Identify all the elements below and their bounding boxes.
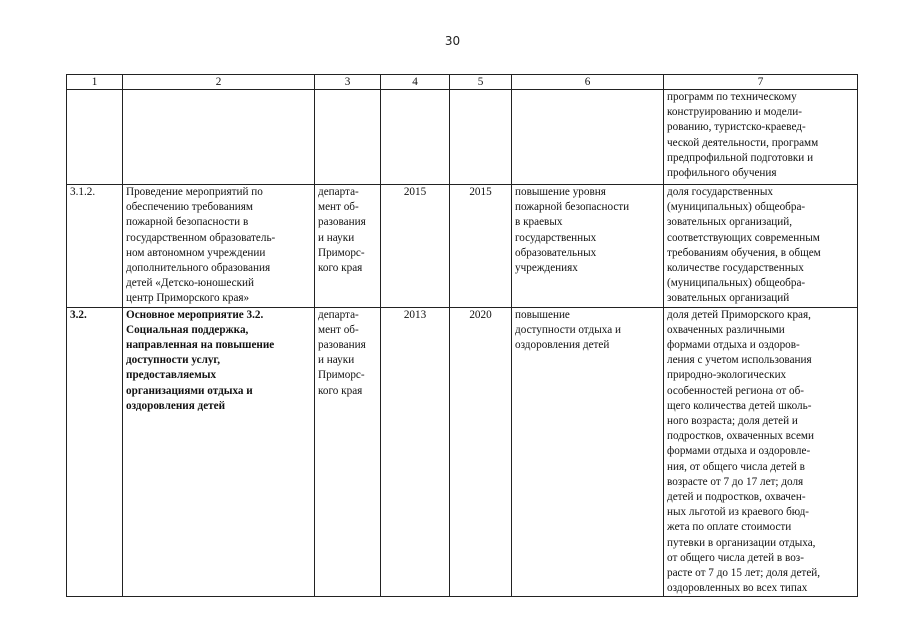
indicator-cell-line: профильного обучения [667,167,777,180]
expected-result-cell-line: доступности отдыха и [515,323,621,336]
indicator-cell-line: расте от 7 до 15 лет; доля детей, [667,567,821,580]
executor-cell-line: Приморс- [318,369,365,382]
activity-name-cell-line: доступности услуг, [126,354,221,367]
column-header: 6 [512,75,664,90]
indicator-cell-line: зовательных организаций, [667,216,793,229]
activity-name-cell-line: организациями отдыха и [126,384,253,397]
end-year-cell: 2020 [450,307,512,597]
executor-cell-line: департа- [318,186,359,198]
page-number: 30 [444,34,461,48]
executor-cell [315,90,381,185]
indicator-cell-line: формами отдыха и оздоровле- [667,445,811,458]
executor-cell [315,185,381,308]
activity-number-cell: 3.2. [67,307,123,597]
executor-cell-line: кого края [318,384,363,397]
activity-name-cell-line: Социальная поддержка, [126,323,249,336]
executor-cell-line: кого края [318,262,363,275]
indicator-cell-line: путевки в организации отдыха, [667,536,816,549]
indicator-cell-line: ния, от общего числа детей в [667,460,805,473]
expected-result-cell-line: образовательных [515,246,597,259]
indicator-cell-line: ного возраста; доля детей и [667,415,798,428]
executor-cell-line: разования [318,339,366,352]
executor-cell-line: департа- [318,308,359,321]
expected-result-cell-line: оздоровления детей [515,339,610,352]
activity-name-cell-line: предоставляемых [126,369,217,382]
table-row [67,307,858,597]
activity-name-cell-line: обеспечению требованиям [126,201,253,214]
indicator-cell-line: охваченных различными [667,323,785,336]
executor-cell-line: и науки [318,354,355,367]
indicator-cell-line: жета по оплате стоимости [667,521,792,534]
end-year-cell [450,90,512,185]
column-header: 5 [450,75,512,90]
column-header: 4 [381,75,450,90]
activity-name-cell [123,307,315,597]
executor-cell [315,307,381,597]
indicator-cell-line: оздоровленных во всех типах [667,582,808,595]
executor-cell-line: Приморс- [318,246,365,259]
activity-name-cell-line: Основное мероприятие 3.2. [126,308,264,321]
activity-name-cell-line: центр Приморского края» [126,292,250,305]
activity-name-cell [123,90,315,185]
indicator-cell-line: ления с учетом использования [667,354,812,367]
indicator-cell-line: подростков, охваченных всеми [667,430,814,443]
expected-result-cell [512,307,664,597]
activity-name-cell-line: детей «Детско-юношеский [126,277,254,290]
indicator-cell-line: предпрофильной подготовки и [667,151,814,164]
executor-cell-line: мент об- [318,323,359,336]
executor-cell-line: и науки [318,231,355,244]
table-row [67,185,858,308]
indicator-cell-line: формами отдыха и оздоров- [667,339,800,352]
indicator-cell-line: доля государственных [667,186,773,198]
indicator-cell-line: щего количества детей школь- [667,399,812,412]
column-header: 1 [67,75,123,90]
indicator-cell [664,90,858,185]
activity-name-cell-line: государственном образователь- [126,231,276,244]
indicator-cell-line: природно-экологических [667,369,787,382]
activity-name-cell [123,185,315,308]
indicator-cell-line: количестве государственных [667,262,804,275]
indicator-cell [664,185,858,308]
expected-result-cell [512,185,664,308]
indicator-cell-line: особенностей региона от об- [667,384,805,397]
executor-cell-line: мент об- [318,201,359,214]
activity-name-cell-line: направленная на повышение [126,339,275,352]
start-year-cell: 2015 [381,185,450,308]
start-year-cell: 2013 [381,307,450,597]
expected-result-cell-line: государственных [515,231,597,244]
indicator-cell-line: возрасте от 7 до 17 лет; доля [667,475,804,488]
indicator-cell-line: требованиям обучения, в общем [667,246,821,259]
activity-name-cell-line: Проведение мероприятий по [126,186,263,198]
activity-name-cell-line: оздоровления детей [126,399,226,412]
column-header: 3 [315,75,381,90]
table-row [67,90,858,185]
indicator-cell-line: детей и подростков, охвачен- [667,491,806,504]
end-year-cell: 2015 [450,185,512,308]
table-header-row [67,75,858,90]
indicator-cell-line: ных льготой из краевого бюд- [667,506,810,519]
activity-name-cell-line: ном автономном учреждении [126,246,266,259]
indicator-cell-line: конструированию и модели- [667,106,802,119]
indicator-cell-line: зовательных организаций [667,292,790,305]
column-header: 2 [123,75,315,90]
activity-name-cell-line: дополнительного образования [126,262,271,275]
expected-result-cell-line: пожарной безопасности [515,201,630,214]
indicator-cell-line: программ по техническому [667,91,797,103]
indicator-cell-line: соответствующих современным [667,231,820,244]
activity-number-cell: 3.1.2. [67,185,123,308]
indicator-cell [664,307,858,597]
start-year-cell [381,90,450,185]
indicator-cell-line: (муниципальных) общеобра- [667,201,806,214]
expected-result-cell-line: повышение [515,308,570,321]
expected-result-cell-line: повышение уровня [515,186,606,198]
indicator-cell-line: (муниципальных) общеобра- [667,277,806,290]
expected-result-cell [512,90,664,185]
indicator-cell-line: от общего числа детей в воз- [667,551,804,564]
executor-cell-line: разования [318,216,366,229]
indicator-cell-line: ческой деятельности, программ [667,136,819,149]
activity-number-cell [67,90,123,185]
activity-name-cell-line: пожарной безопасности в [126,216,249,229]
indicator-cell-line: доля детей Приморского края, [667,308,811,321]
program-activities-table [66,74,858,597]
column-header: 7 [664,75,858,90]
expected-result-cell-line: учреждениях [515,262,578,275]
expected-result-cell-line: в краевых [515,216,563,229]
indicator-cell-line: рованию, туристско-краевед- [667,121,806,134]
